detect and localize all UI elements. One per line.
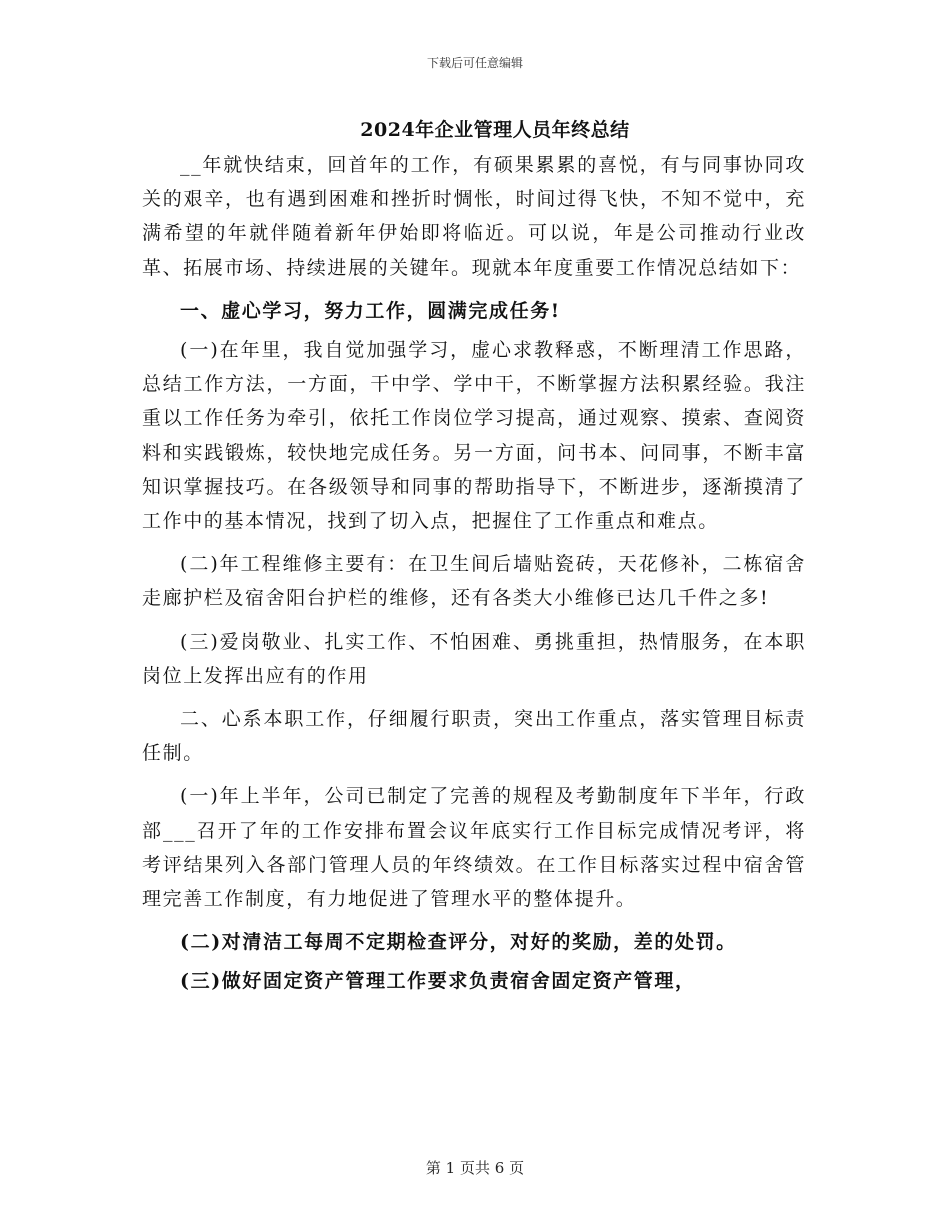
section-heading-2: 二、心系本职工作，仔细履行职责，突出工作重点，落实管理目标责任制。 [142,708,806,765]
download-note: 下载后可任意编辑 [426,56,523,70]
paragraph-2-3: (三)做好固定资产管理工作要求负责宿舍固定资产管理， [180,970,696,993]
page-number: 第 1 页共 6 页 [425,1159,525,1177]
paragraph-1-1: (一)在年里，我自觉加强学习，虚心求教释惑，不断理清工作思路，总结工作方法，一方面，干中学、学中干，不断掌握方法积累经验。我注重以工作任务为牵引，依托工作岗位学习提高，通过观察、摸索、查阅资料和实践锻炼，较快地完成任务。另一方面，问书本、问同事，不断丰富知识掌握技巧。在各级领导和同事的帮助指导下，不断进步，逐渐摸清了工作中的基本情况，找到了切入点，把握住了工作重点和难点。 [142,339,806,533]
paragraph-1-3: (三)爱岗敬业、扎实工作、不怕困难、勇挑重担，热情服务，在本职岗位上发挥出应有的作用 [142,630,806,687]
paragraph-1-2: (二)年工程维修主要有：在卫生间后墙贴瓷砖，天花修补，二栋宿舍走廊护栏及宿舍阳台护栏的维修，还有各类大小维修已达几千件之多! [142,553,806,610]
document-body [142,148,806,999]
section-heading-1: 一、虚心学习，努力工作，圆满完成任务! [180,299,561,322]
document-title: 2024年企业管理人员年终总结 [360,119,630,141]
paragraph-2-2: (二)对清洁工每周不定期检查评分，对好的奖励，差的处罚。 [180,931,737,954]
paragraph-2-1: (一)年上半年，公司已制定了完善的规程及考勤制度年下半年，行政部___召开了年的工作安排布置会议年底实行工作目标完成情况考评，将考评结果列入各部门管理人员的年终绩效。在工作目标落实过程中宿舍管理完善工作制度，有力地促进了管理水平的整体提升。 [142,785,806,911]
intro-paragraph: __年就快结束，回首年的工作，有硕果累累的喜悦，有与同事协同攻关的艰辛，也有遇到困难和挫折时惆怅，时间过得飞快，不知不觉中，充满希望的年就伴随着新年伊始即将临近。可以说，年是公司推动行业改革、拓展市场、持续进展的关键年。现就本年度重要工作情况总结如下： [142,154,806,279]
